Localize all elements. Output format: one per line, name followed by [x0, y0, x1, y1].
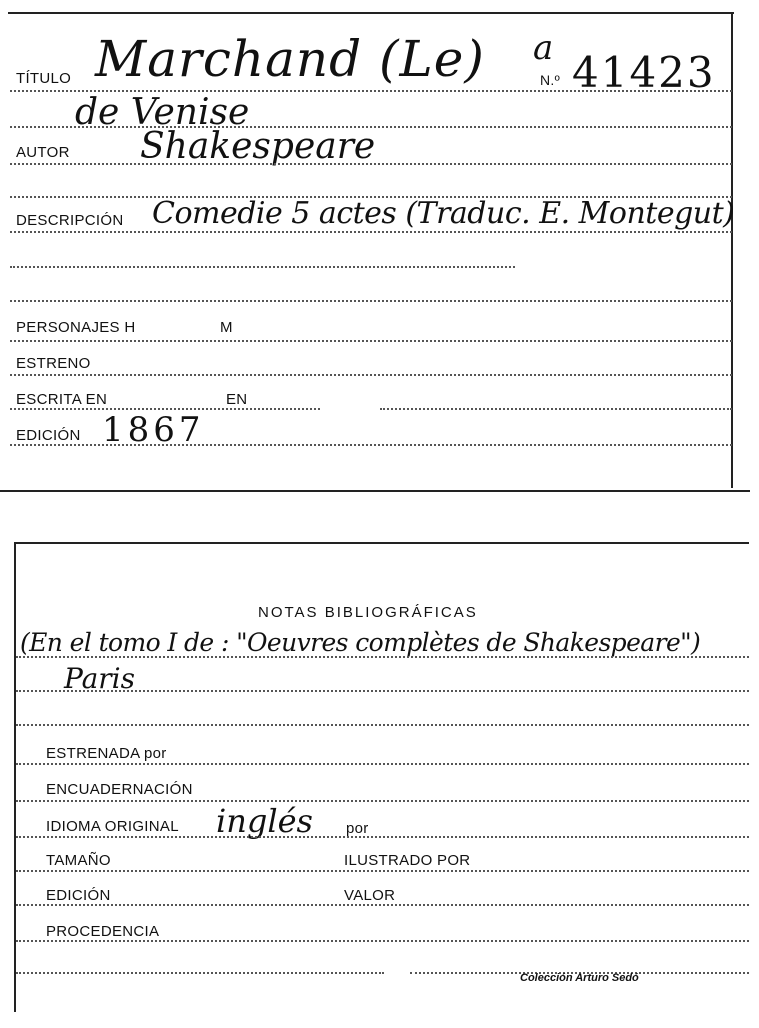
rule-escrita-b — [380, 408, 732, 410]
handwritten-description: Comedie 5 actes (Traduc. E. Montegut) — [152, 196, 735, 231]
label-descripcion: DESCRIPCIÓN — [16, 212, 124, 229]
rule-procedencia-2a — [16, 972, 384, 974]
catalog-card-top — [0, 0, 759, 500]
card-border-top — [14, 542, 749, 544]
catalog-card-bottom — [0, 530, 759, 1028]
handwritten-number: 41423 — [572, 48, 716, 97]
rule-personajes — [10, 340, 732, 342]
collection-credit: Colección Arturo Sedó — [520, 972, 639, 984]
label-autor: AUTOR — [16, 144, 70, 161]
handwritten-edition-year: 1867 — [102, 410, 205, 450]
rule-notas-2 — [16, 690, 749, 692]
rule-notas-3 — [16, 724, 749, 726]
label-notas-bibliograficas: NOTAS BIBLIOGRÁFICAS — [258, 604, 478, 621]
label-ilustrado-por: ILUSTRADO POR — [344, 852, 471, 869]
rule-tamano — [16, 870, 749, 872]
label-estrenada-por: ESTRENADA por — [46, 745, 167, 762]
label-escrita-en: ESCRITA EN — [16, 391, 108, 408]
rule-estreno — [10, 374, 732, 376]
label-idioma-original: IDIOMA ORIGINAL — [46, 818, 179, 835]
label-idioma-por: por — [346, 820, 369, 837]
card-border-top — [8, 12, 734, 14]
rule-procedencia — [16, 940, 749, 942]
handwritten-notes-line1: (En el tomo I de : "Oeuvres complètes de Shakespeare") — [20, 628, 701, 657]
label-edicion: EDICIÓN — [16, 427, 81, 444]
card-border-bottom — [0, 490, 750, 492]
rule-estrenada — [16, 763, 749, 765]
rule-edicion — [10, 444, 732, 446]
label-en: EN — [226, 391, 248, 408]
label-numero: N.º — [540, 72, 561, 88]
label-procedencia: PROCEDENCIA — [46, 923, 160, 940]
label-valor: VALOR — [344, 887, 396, 904]
rule-descripcion — [10, 231, 732, 233]
rule-descripcion-2 — [10, 266, 515, 268]
rule-edicion-bottom — [16, 904, 749, 906]
label-titulo: TÍTULO — [16, 70, 72, 87]
label-encuadernacion: ENCUADERNACIÓN — [46, 781, 193, 798]
label-personajes-h: PERSONAJES H — [16, 319, 136, 336]
handwritten-title-line2: de Venise — [75, 92, 250, 133]
rule-descripcion-3 — [10, 300, 732, 302]
label-edicion-bottom: EDICIÓN — [46, 887, 111, 904]
handwritten-notes-line2: Paris — [64, 662, 135, 695]
rule-idioma — [16, 836, 749, 838]
label-estreno: ESTRENO — [16, 355, 91, 372]
label-personajes-m: M — [220, 319, 233, 336]
rule-notas-1 — [16, 656, 749, 658]
rule-encuadernacion — [16, 800, 749, 802]
rule-autor — [10, 163, 732, 165]
label-tamano: TAMAÑO — [46, 852, 111, 869]
handwritten-language: inglés — [216, 802, 313, 840]
handwritten-author: Shakespeare — [140, 126, 376, 167]
handwritten-number-prefix: a — [533, 28, 554, 68]
handwritten-title-line1: Marchand (Le) — [95, 30, 485, 88]
card-border-right — [731, 12, 733, 488]
